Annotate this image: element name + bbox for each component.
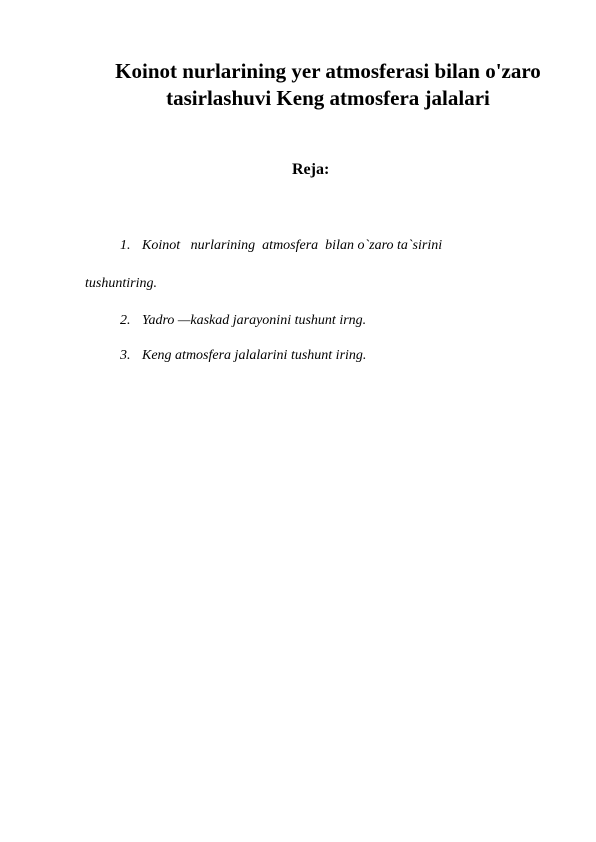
plan-heading: Reja: [292, 161, 330, 178]
plan-item-1-continuation: tushuntiring. [85, 276, 157, 291]
plan-item-number: 3. [120, 348, 131, 363]
title-line-2: tasirlashuvi Keng atmosfera jalalari [166, 86, 490, 110]
plan-item-number: 2. [120, 313, 131, 328]
plan-item-3 [120, 347, 366, 365]
plan-item-text: Yadro —kaskad jarayonini tushunt irng. [142, 313, 367, 328]
plan-item-number: 1. [120, 238, 131, 253]
plan-item-text: Koinot nurlarining atmosfera bilan o`zaro ta`sirini [142, 238, 443, 253]
title-line-1: Koinot nurlarining yer atmosferasi bilan o'zaro [115, 59, 541, 83]
plan-item-text: Keng atmosfera jalalarini tushunt iring. [142, 348, 367, 363]
plan-item-1 [120, 237, 442, 255]
plan-item-2 [120, 312, 366, 330]
document-title [60, 58, 596, 112]
